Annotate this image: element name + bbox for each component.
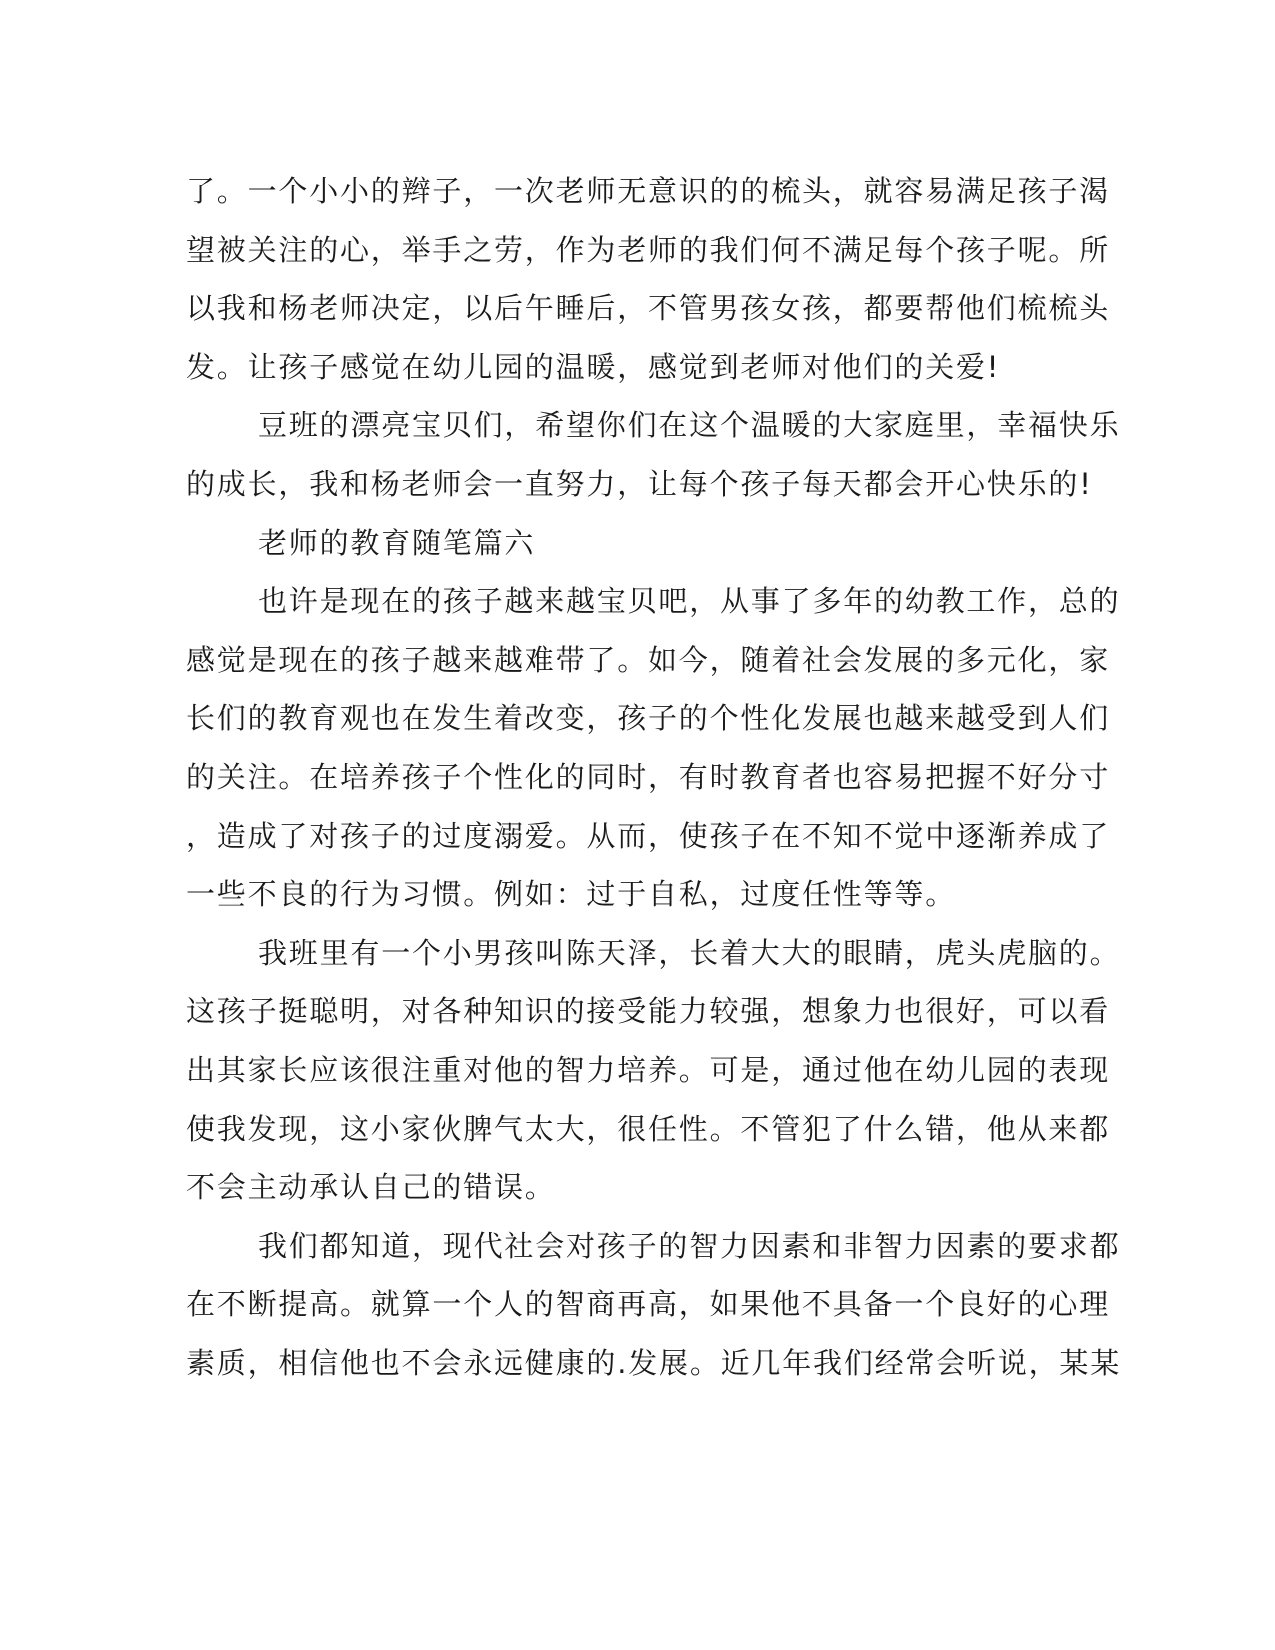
paragraph-case [186, 924, 1121, 1217]
section-heading [186, 514, 1081, 573]
text-line: 了。一个小小的辫子，一次老师无意识的的梳头，就容易满足孩子渴 [186, 174, 1111, 208]
text-line: 出其家长应该很注重对他的智力培养。可是，通过他在幼儿园的表现 [186, 1052, 1111, 1087]
text-line: 望被关注的心，举手之劳，作为老师的我们何不满足每个孩子呢。所 [186, 232, 1111, 267]
text-line: 不会主动承认自己的错误。 [186, 1170, 556, 1205]
text-line: 在不断提高。就算一个人的智商再高，如果他不具备一个良好的心理 [186, 1287, 1111, 1322]
paragraph-intro [186, 572, 1121, 924]
text-line: 发。让孩子感觉在幼儿园的温暖，感觉到老师对他们的关爱! [186, 349, 1001, 384]
text-line: 使我发现，这小家伙脾气太大，很任性。不管犯了什么错，他从来都 [186, 1111, 1111, 1146]
document-body [186, 162, 1122, 1392]
text-line: ，造成了对孩子的过度溺爱。从而，使孩子在不知不觉中逐渐养成了 [186, 818, 1111, 853]
section-title: 老师的教育随笔篇六 [258, 525, 536, 560]
text-line: 这孩子挺聪明，对各种知识的接受能力较强，想象力也很好，可以看 [186, 994, 1111, 1029]
text-line: 一些不良的行为习惯。例如：过于自私，过度任性等等。 [186, 877, 957, 912]
text-line: 素质，相信他也不会永远健康的.发展。近几年我们经常会听说，某某 [186, 1345, 1122, 1380]
text-line: 我们都知道，现代社会对孩子的智力因素和非智力因素的要求都 [258, 1228, 1121, 1263]
text-line: 长们的教育观也在发生着改变，孩子的个性化发展也越来越受到人们 [186, 701, 1111, 736]
text-line: 我班里有一个小男孩叫陈天泽，长着大大的眼睛，虎头虎脑的。 [258, 935, 1121, 970]
text-line: 感觉是现在的孩子越来越难带了。如今，随着社会发展的多元化，家 [186, 642, 1111, 677]
paragraph-closing [186, 396, 1121, 513]
text-line: 豆班的漂亮宝贝们，希望你们在这个温暖的大家庭里，幸福快乐 [258, 408, 1121, 443]
paragraph-reflection [186, 1217, 1122, 1393]
paragraph-continuation [186, 162, 1111, 396]
text-line: 也许是现在的孩子越来越宝贝吧，从事了多年的幼教工作，总的 [258, 584, 1121, 619]
text-line: 的关注。在培养孩子个性化的同时，有时教育者也容易把握不好分寸 [186, 759, 1111, 794]
text-line: 以我和杨老师决定，以后午睡后，不管男孩女孩，都要帮他们梳梳头 [186, 291, 1111, 326]
text-line: 的成长，我和杨老师会一直努力，让每个孩子每天都会开心快乐的! [186, 466, 1093, 501]
